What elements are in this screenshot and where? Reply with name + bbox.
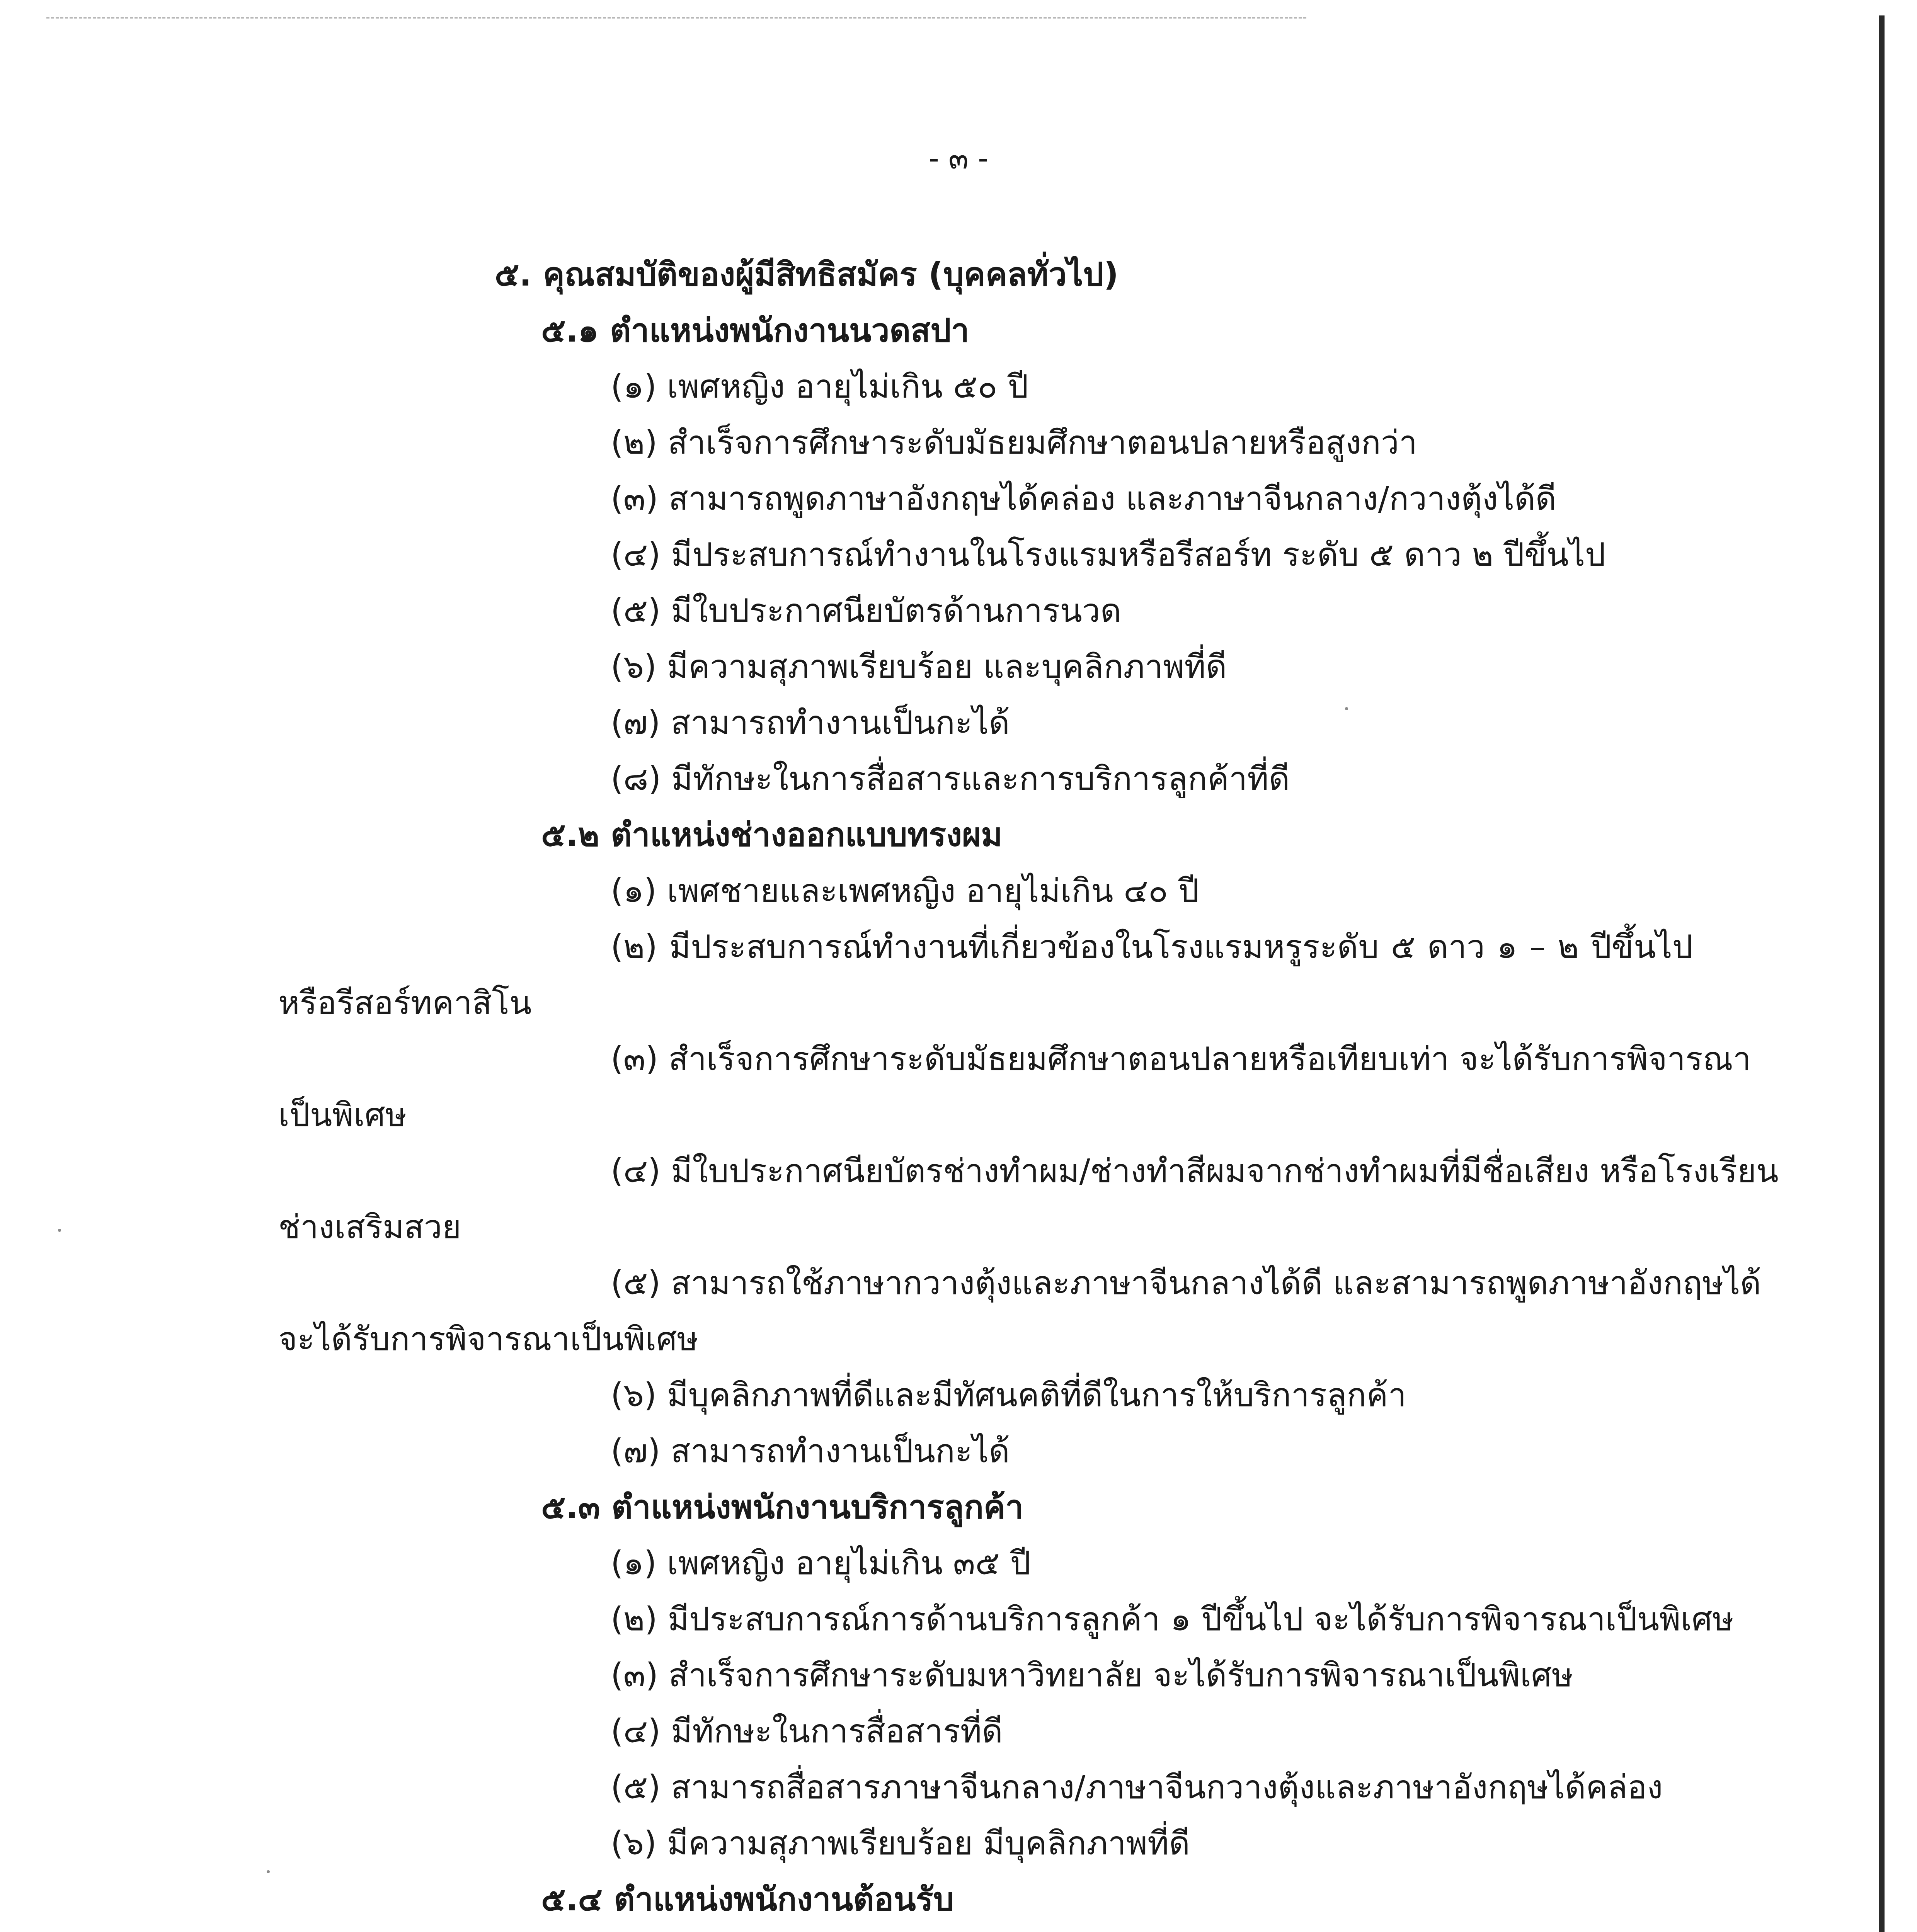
requirement-item: (๕) มีใบประกาศนียบัตรด้านการนวด bbox=[611, 592, 1122, 629]
position-title: ๕.๔ ตำแหน่งพนักงานต้อนรับ bbox=[541, 1880, 954, 1918]
requirement-item: (๕) สามารถสื่อสารภาษาจีนกลาง/ภาษาจีนกวางตุ้งและภาษาอังกฤษได้คล่อง bbox=[611, 1768, 1663, 1806]
scan-top-edge bbox=[46, 17, 1306, 19]
scan-right-border bbox=[1879, 15, 1885, 1932]
position-title: ๕.๓ ตำแหน่งพนักงานบริการลูกค้า bbox=[541, 1488, 1024, 1526]
requirement-item: (๗) สามารถทำงานเป็นกะได้ bbox=[611, 1432, 1010, 1470]
requirement-item: (๓) สามารถพูดภาษาอังกฤษได้คล่อง และภาษาจีนกลาง/กวางตุ้งได้ดี bbox=[611, 480, 1557, 517]
scan-speck bbox=[58, 1229, 61, 1232]
requirement-item: (๒) สำเร็จการศึกษาระดับมัธยมศึกษาตอนปลายหรือสูงกว่า bbox=[611, 423, 1418, 461]
requirement-item: (๓) สำเร็จการศึกษาระดับมัธยมศึกษาตอนปลายหรือเทียบเท่า จะได้รับการพิจารณา bbox=[611, 1040, 1751, 1078]
page-number: - ๓ - bbox=[928, 141, 989, 175]
requirement-item: (๑) เพศหญิง อายุไม่เกิน ๓๕ ปี bbox=[611, 1544, 1031, 1582]
requirement-item: (๔) มีทักษะในการสื่อสารที่ดี bbox=[611, 1712, 1003, 1750]
scan-speck bbox=[1345, 707, 1348, 710]
position-title: ๕.๑ ตำแหน่งพนักงานนวดสปา bbox=[541, 311, 969, 349]
requirement-item: (๖) มีบุคลิกภาพที่ดีและมีทัศนคติที่ดีในการให้บริการลูกค้า bbox=[611, 1376, 1406, 1414]
requirement-item: (๔) มีใบประกาศนียบัตรช่างทำผม/ช่างทำสีผมจากช่างทำผมที่มีชื่อเสียง หรือโรงเรียน bbox=[611, 1152, 1779, 1190]
requirement-item: (๗) สามารถทำงานเป็นกะได้ bbox=[611, 704, 1010, 742]
position-title: ๕.๒ ตำแหน่งช่างออกแบบทรงผม bbox=[541, 816, 1003, 854]
requirement-item: (๒) มีประสบการณ์การด้านบริการลูกค้า ๑ ปีขึ้นไป จะได้รับการพิจารณาเป็นพิเศษ bbox=[611, 1600, 1734, 1638]
requirement-item: (๘) มีทักษะในการสื่อสารและการบริการลูกค้าที่ดี bbox=[611, 760, 1290, 798]
requirement-continuation: ช่างเสริมสวย bbox=[278, 1208, 461, 1246]
section-heading: ๕. คุณสมบัติของผู้มีสิทธิสมัคร (บุคคลทั่วไป) bbox=[495, 255, 1119, 293]
requirement-item: (๖) มีความสุภาพเรียบร้อย และบุคลิกภาพที่ดี bbox=[611, 648, 1227, 685]
scan-speck bbox=[267, 1870, 270, 1873]
requirement-continuation: เป็นพิเศษ bbox=[278, 1096, 407, 1134]
requirement-item: (๒) มีประสบการณ์ทำงานที่เกี่ยวข้องในโรงแรมหรูระดับ ๕ ดาว ๑ – ๒ ปีขึ้นไป bbox=[611, 928, 1693, 966]
requirement-item: (๔) มีประสบการณ์ทำงานในโรงแรมหรือรีสอร์ท ระดับ ๕ ดาว ๒ ปีขึ้นไป bbox=[611, 536, 1606, 573]
requirement-item: (๖) มีความสุภาพเรียบร้อย มีบุคลิกภาพที่ดี bbox=[611, 1824, 1190, 1862]
requirement-continuation: จะได้รับการพิจารณาเป็นพิเศษ bbox=[278, 1320, 698, 1358]
requirement-item: (๕) สามารถใช้ภาษากวางตุ้งและภาษาจีนกลางได้ดี และสามารถพูดภาษาอังกฤษได้ bbox=[611, 1264, 1761, 1302]
requirement-item: (๓) สำเร็จการศึกษาระดับมหาวิทยาลัย จะได้รับการพิจารณาเป็นพิเศษ bbox=[611, 1656, 1573, 1694]
requirement-item: (๑) เพศชายและเพศหญิง อายุไม่เกิน ๔๐ ปี bbox=[611, 872, 1199, 910]
requirement-item: (๑) เพศหญิง อายุไม่เกิน ๕๐ ปี bbox=[611, 367, 1028, 405]
requirement-continuation: หรือรีสอร์ทคาสิโน bbox=[278, 984, 532, 1022]
